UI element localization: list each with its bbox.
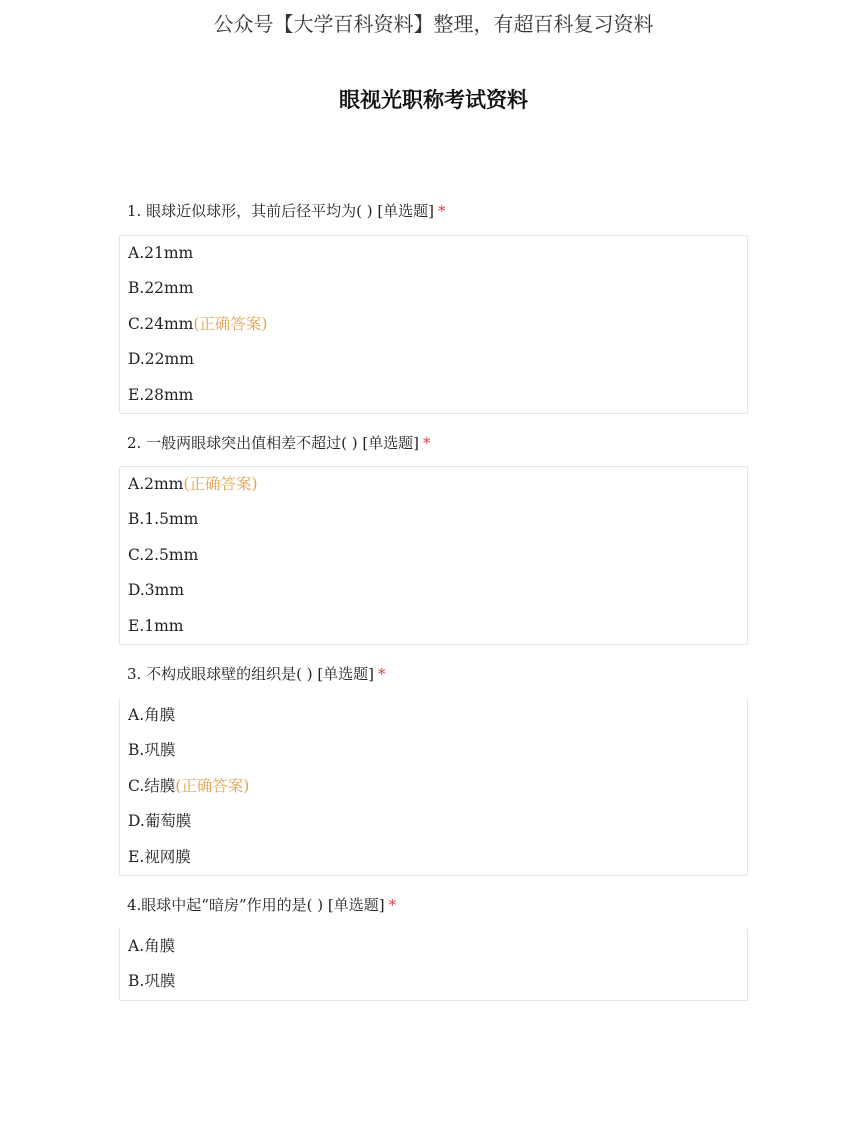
question-1: [119, 200, 748, 414]
option-label: E.1mm: [128, 616, 184, 635]
question-2: [119, 432, 748, 645]
option-label: A.角膜: [128, 706, 176, 724]
option-3c[interactable]: [120, 769, 747, 804]
option-2b[interactable]: [120, 502, 747, 537]
correct-answer-tag: (正确答案): [193, 314, 268, 333]
correct-answer-tag: (正确答案): [175, 776, 250, 795]
options-list: [119, 466, 748, 645]
question-1-text: 1. 眼球近似球形，其前后径平均为( ) [单选题]: [127, 202, 435, 220]
option-label: C.2.5mm: [128, 545, 199, 564]
option-label: E.视网膜: [128, 847, 191, 866]
option-1e[interactable]: [120, 378, 747, 413]
question-text: [119, 432, 748, 456]
options-list: [119, 235, 748, 414]
option-3d[interactable]: [120, 804, 747, 839]
options-list: [119, 928, 748, 1001]
option-label: A.2mm: [128, 475, 184, 493]
required-star: *: [423, 434, 431, 452]
option-2d[interactable]: [120, 573, 747, 608]
option-4a[interactable]: [120, 929, 747, 964]
option-label: D.22mm: [128, 350, 194, 369]
question-2-text: 2. 一般两眼球突出值相差不超过( ) [单选题]: [127, 434, 420, 452]
question-text: [119, 663, 748, 687]
option-3e[interactable]: [120, 840, 747, 875]
question-text: [119, 894, 748, 918]
option-label: C.结膜: [128, 776, 176, 795]
option-label: A.21mm: [128, 244, 194, 262]
option-4b[interactable]: [120, 964, 747, 999]
option-3a[interactable]: [120, 698, 747, 733]
required-star: *: [388, 896, 397, 914]
options-list: [119, 697, 748, 876]
option-label: C.24mm: [128, 314, 194, 333]
required-star: *: [438, 202, 446, 220]
option-1b[interactable]: [120, 271, 747, 306]
option-3b[interactable]: [120, 733, 747, 768]
question-3-text: 3. 不构成眼球壁的组织是( ) [单选题]: [127, 665, 375, 683]
option-label: A.角膜: [128, 937, 176, 955]
question-text: [119, 200, 748, 224]
option-1a[interactable]: [120, 236, 747, 271]
option-label: B.巩膜: [128, 972, 176, 991]
option-label: E.28mm: [128, 385, 194, 404]
question-4: [119, 894, 748, 1001]
option-label: B.1.5mm: [128, 510, 199, 529]
option-1c[interactable]: [120, 307, 747, 342]
option-2e[interactable]: [120, 609, 747, 644]
question-3: [119, 663, 748, 876]
option-label: D.葡萄膜: [128, 812, 192, 831]
page-title: 眼视光职称考试资料: [339, 88, 528, 112]
source-banner: 公众号【大学百科资料】整理，有超百科复习资料: [213, 12, 654, 36]
question-4-text: 4.眼球中起“暗房”作用的是( ) [单选题]: [127, 896, 385, 914]
option-label: B.22mm: [128, 279, 194, 298]
option-2a[interactable]: [120, 467, 747, 502]
option-1d[interactable]: [120, 342, 747, 377]
required-star: *: [378, 665, 386, 683]
option-label: D.3mm: [128, 581, 185, 600]
option-label: B.巩膜: [128, 741, 176, 760]
option-2c[interactable]: [120, 538, 747, 573]
correct-answer-tag: (正确答案): [183, 475, 258, 493]
